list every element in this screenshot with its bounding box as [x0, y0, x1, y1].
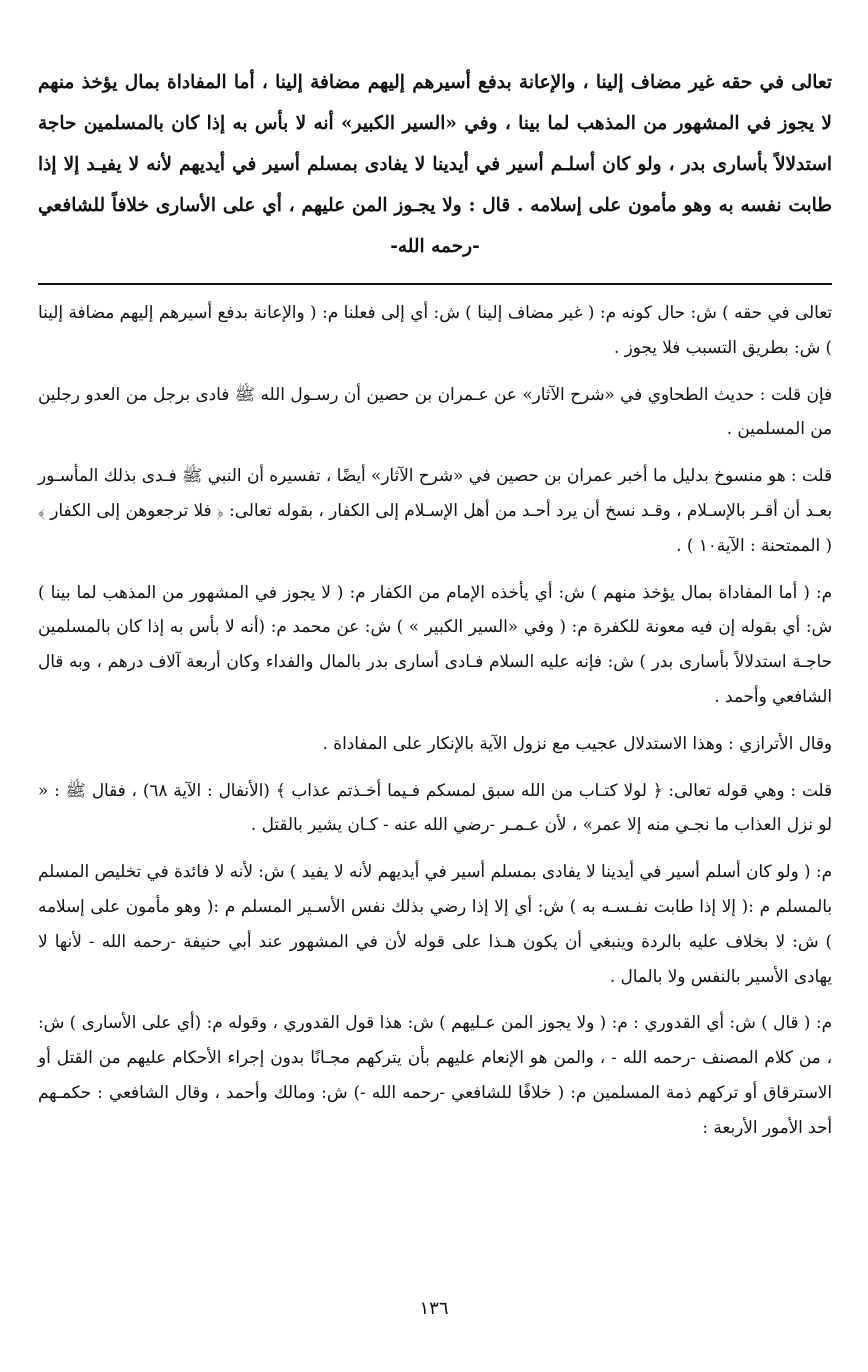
commentary-section: [38, 295, 832, 1145]
commentary-paragraph-2: فإن قلت : حديث الطحاوي في «شرح الآثار» عن عـمران بن حصين أن رسـول الله ﷺ فادى برجل من العدو رجلين من المسلمين .: [38, 383, 832, 439]
commentary-paragraph-6: قلت : وهي قوله تعالى: ﴿ لولا كتـاب من الله سبق لمسكم فـيما أخـذتم عذاب ﴾ (الأنفال : الآية ٦٨) ، فقال ﷺ : « لو نزل العذاب ما نجـي منه إلا عمر» ، لأن عـمـر -رضي الله عنه - كـان يشير بالقتل .: [38, 779, 832, 835]
commentary-paragraph-7: م: ( ولو كان أسلم أسير في أيدينا لا يفادى بمسلم أسير في أيديهم لأنه لا يفيد ) ش: لأنه لا فائدة في تخليص المسلم بالمسلم م :( إلا إذا طابت نفـسـه به ) ش: أي إلا إذا رضي بذلك نفس الأسـير المسلم م :( وهو مأمون على إسلامه ) ش: لا بخلاف عليه بالردة وينبغي أن يكون هـذا على قوله لأن في المشهور عند أبي حنيفة -رحمه الله - لأنها لا يهادى الأسير بالنفس ولا بالمال .: [38, 861, 832, 986]
commentary-paragraph-8: م: ( قال ) ش: أي القدوري : م: ( ولا يجوز المن عـليهم ) ش: هذا قول القدوري ، وقوله م: (أي على الأسارى ) ش: ، من كلام المصنف -رحمه الله - ، والمن هو الإنعام عليهم بأن يتركهم مجـانًا بدون إجراء الأحكام عليهم من القتل أو الاسترقاق أو تركهم ذمة المسلمين م: ( خلافًا للشافعي -رحمه الله -) ش: ومالك وأحمد ، وقال الشافعي : حكمـهم أحد الأمور الأربعة :: [38, 1012, 832, 1137]
main-text: تعالى في حقه غير مضاف إلينا ، والإعانة بدفع أسيرهم إليهم مضافة إلينا ، أما المفاداة بمال يؤخذ منهم لا يجوز في المشهور من المذهب لما بينا ، وفي «السير الكبير» أنه لا بأس به إذا كان بالمسلمين حاجة استدلالاً بأسارى بدر ، ولو كان أسلـم أسير في أيدينا لا يفادى بمسلم أسير في أيديهم لأنه لا يفيـد إلا إذا طابت نفسه به وهو مأمون على إسلامه . قال : ولا يجـوز المن عليهم ، أي على الأسارى خلافاً للشافعي -رحمه الله-: [38, 72, 832, 257]
commentary-paragraph-1: تعالى في حقه ) ش: حال كونه م: ( غير مضاف إلينا ) ش: أي إلى فعلنا م: ( والإعانة بدفع أسيرهم إليهم مضافة إلينا ) ش: بطريق التسبب فلا يجوز .: [38, 302, 832, 357]
page-number: ١٣٦: [419, 1298, 449, 1319]
commentary-paragraph-4: م: ( أما المفاداة بمال يؤخذ منهم ) ش: أي يأخذه الإمام من الكفار م: ( لا يجوز في المشهور من المذهب لما بينا ) ش: أي بقوله إن فيه معونة للكفرة م: ( وفي «السير الكبير » ) ش: عن محمد م: (أنه لا بأس به إذا كان بالمسلمين حاجـة استدلالاً بأسارى بدر ) ش: فإنه عليه السلام فـادى أسارى بدر بالمال والفداء وكان أربعة آلاف درهم ، وبه قال الشافعي وأحمد .: [38, 581, 832, 706]
commentary-paragraph-3: قلت : هو منسوخ بدليل ما أخبر عمران بن حصين في «شرح الآثار» أيضًا ، تفسيره أن النبي ﷺ فـدى بذلك المأسـور بعـد أن أقـر بالإسـلام ، وقـد نسخ أن يرد أحـد من أهل الإسـلام إلى الكفار ، بقوله تعالى: ﴿ فلا ترجعوهن إلى الكفار ﴾ ( الممتحنة : الآية١٠ ) .: [38, 465, 832, 555]
commentary-paragraph-5: وقال الأترازي : وهذا الاستدلال عجيب مع نزول الآية بالإنكار على المفاداة .: [322, 732, 832, 753]
page-body: [38, 62, 832, 1157]
separator-line: [38, 283, 832, 285]
